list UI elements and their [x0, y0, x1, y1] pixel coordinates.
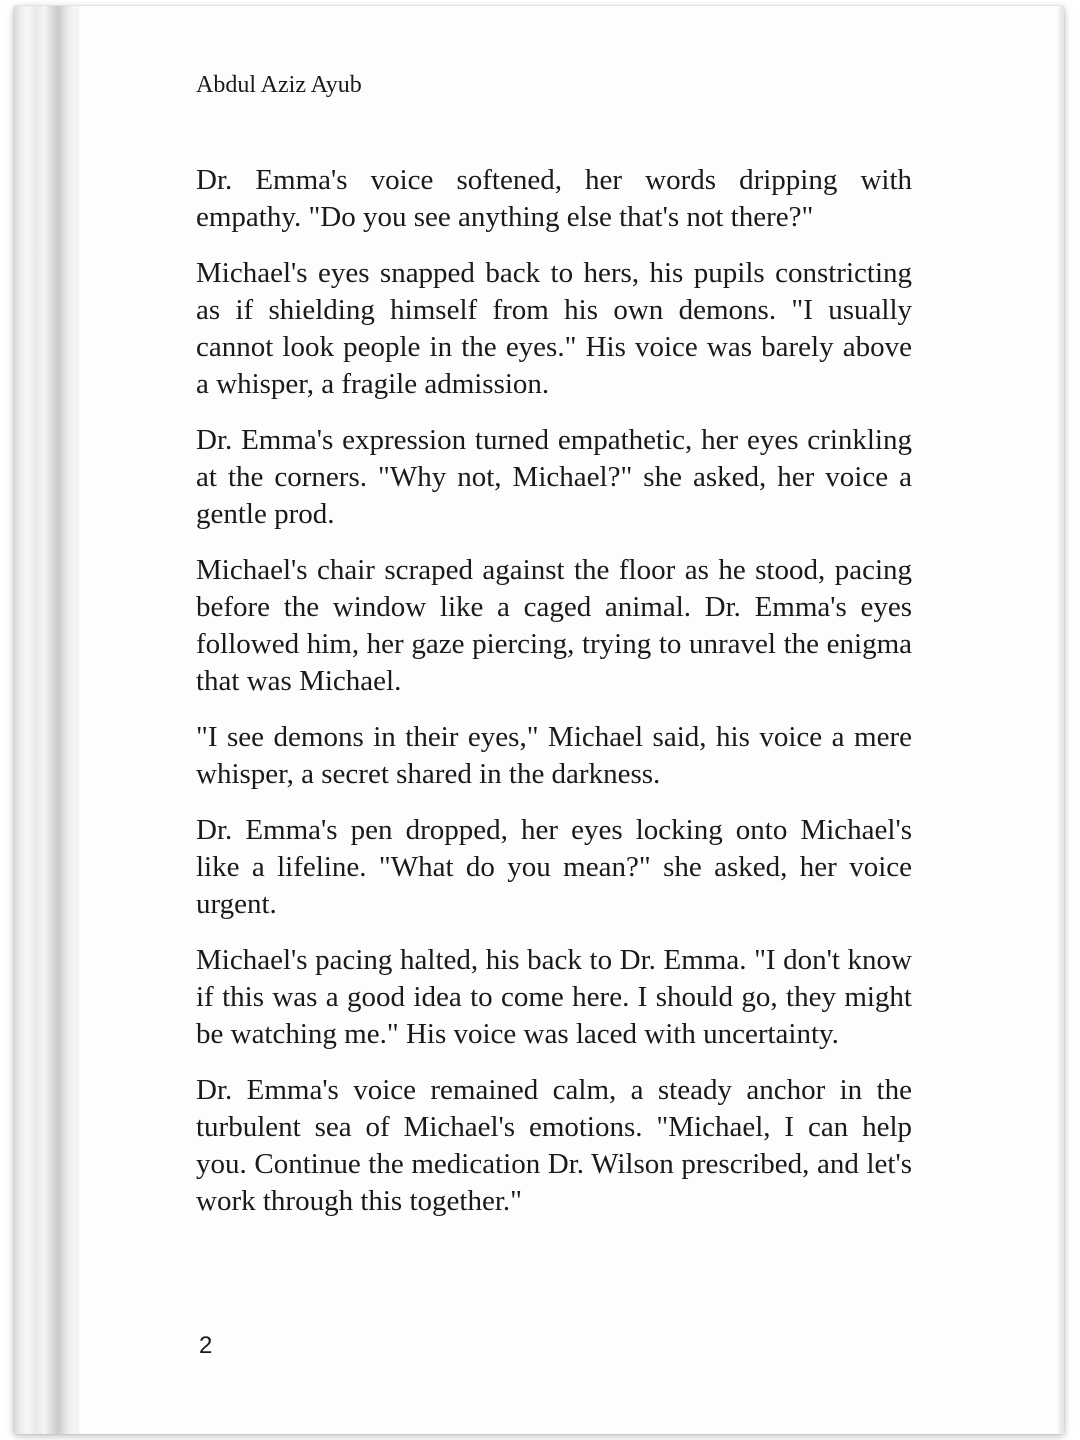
- paragraph: Dr. Emma's voice softened, her words dripping with empathy. "Do you see anything else that's not there?": [196, 164, 912, 233]
- book-page: [14, 6, 1064, 1434]
- paragraph: Michael's eyes snapped back to hers, his pupils constricting as if shielding himself from his own demons. "I usually cannot look people in the eyes." His voice was barely above a whisper, a fragile admission.: [196, 257, 912, 400]
- book-spine: [14, 6, 76, 1434]
- paragraph: Michael's chair scraped against the floor as he stood, pacing before the window like a caged animal. Dr. Emma's eyes followed him, her gaze piercing, trying to unravel the enigma that was Michael.: [196, 554, 912, 697]
- paragraph: Dr. Emma's expression turned empathetic, her eyes crinkling at the corners. "Why not, Michael?" she asked, her voice a gentle prod.: [196, 424, 912, 530]
- paragraph: Dr. Emma's pen dropped, her eyes locking onto Michael's like a lifeline. "What do you mean?" she asked, her voice urgent.: [196, 814, 912, 920]
- page-number: 2: [199, 1332, 213, 1359]
- body-text: [196, 162, 912, 1239]
- running-head-author: Abdul Aziz Ayub: [196, 72, 362, 98]
- paragraph: Dr. Emma's voice remained calm, a steady anchor in the turbulent sea of Michael's emotions. "Michael, I can help you. Continue the medication Dr. Wilson prescribed, and let's work through this together.": [196, 1074, 912, 1217]
- paragraph: Michael's pacing halted, his back to Dr. Emma. "I don't know if this was a good idea to come here. I should go, they might be watching me." His voice was laced with uncertainty.: [196, 944, 912, 1050]
- paragraph: "I see demons in their eyes," Michael said, his voice a mere whisper, a secret shared in the darkness.: [196, 721, 912, 790]
- page-edge: [1058, 6, 1064, 1434]
